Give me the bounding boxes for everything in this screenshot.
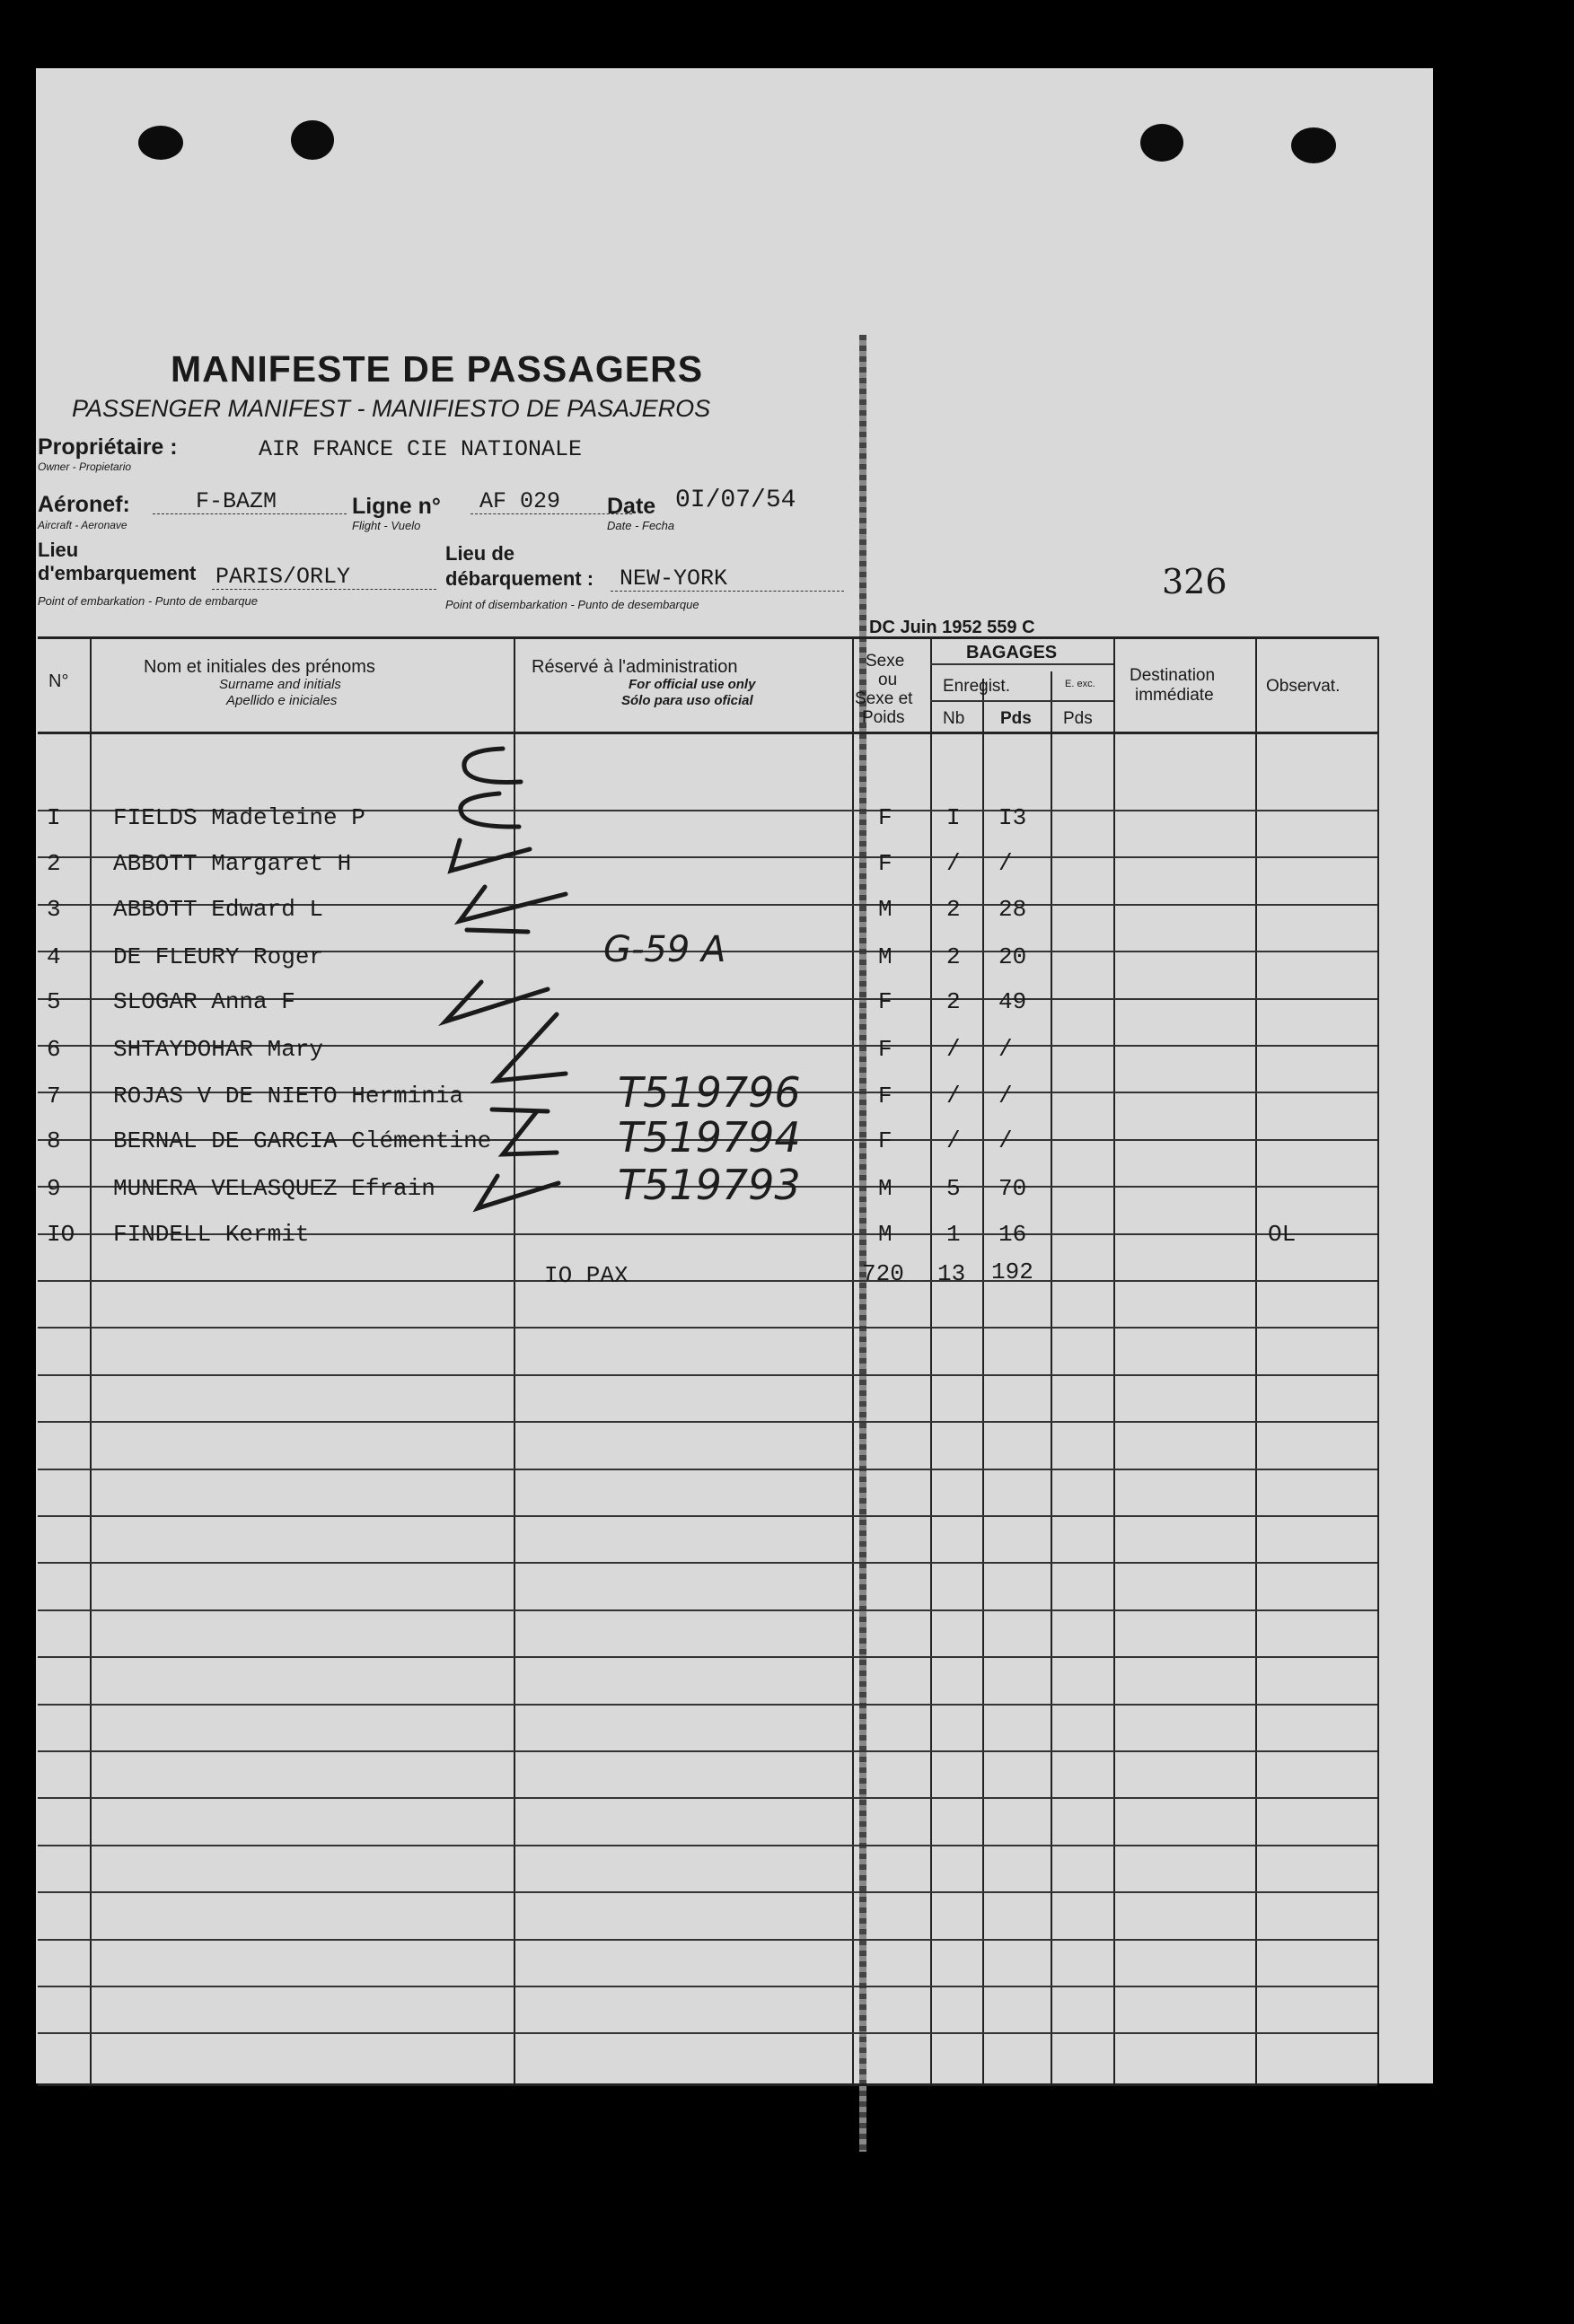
col-name-3: Apellido e iniciales bbox=[226, 693, 338, 708]
baggage-weight: 28 bbox=[998, 896, 1027, 923]
passenger-sex: F bbox=[878, 1036, 893, 1063]
check-mark-icon bbox=[445, 982, 548, 1022]
col-pds: Pds bbox=[1000, 709, 1032, 728]
baggage-count: I bbox=[946, 804, 961, 831]
col-destination-2: immédiate bbox=[1135, 686, 1214, 705]
passenger-sex: F bbox=[878, 988, 893, 1015]
aircraft-label: Aéronef: bbox=[38, 492, 130, 517]
col-name-2: Surname and initials bbox=[219, 677, 341, 692]
passenger-name: ABBOTT Margaret H bbox=[113, 850, 352, 877]
check-mark-icon bbox=[478, 1176, 558, 1208]
col-baggage: BAGAGES bbox=[966, 643, 1058, 662]
col-destination-1: Destination bbox=[1130, 666, 1216, 685]
baggage-weight: I3 bbox=[998, 804, 1027, 831]
check-mark-icon bbox=[496, 1014, 566, 1081]
col-admin-2: For official use only bbox=[629, 677, 756, 692]
baggage-weight: / bbox=[998, 1127, 1013, 1154]
col-name-1: Nom et initiales des prénoms bbox=[144, 657, 375, 677]
col-nb: Nb bbox=[943, 709, 965, 728]
col-admin-1: Réservé à l'administration bbox=[532, 657, 738, 677]
aircraft-value: F-BAZM bbox=[196, 488, 277, 514]
baggage-count: 2 bbox=[946, 943, 961, 970]
col-sex-1: Sexe bbox=[866, 652, 905, 671]
passenger-sex: M bbox=[878, 896, 893, 923]
baggage-count: / bbox=[946, 1127, 961, 1154]
total-baggage-count: 13 bbox=[937, 1260, 966, 1287]
col-admin-3: Sólo para uso oficial bbox=[621, 693, 753, 708]
check-mark-icon bbox=[467, 930, 528, 932]
passenger-sex: M bbox=[878, 1221, 893, 1248]
total-pax: IO PAX bbox=[544, 1262, 629, 1289]
baggage-weight: 49 bbox=[998, 988, 1027, 1015]
passenger-number: IO bbox=[47, 1221, 75, 1248]
passenger-name: FIELDS Madeleine P bbox=[113, 804, 365, 831]
passenger-sex: M bbox=[878, 1175, 893, 1202]
manifest-title: MANIFESTE DE PASSAGERS bbox=[171, 348, 704, 390]
baggage-weight: / bbox=[998, 850, 1013, 877]
passenger-number: I bbox=[47, 804, 61, 831]
baggage-weight: 70 bbox=[998, 1175, 1027, 1202]
check-mark-icon bbox=[460, 887, 566, 921]
passenger-name: SLOGAR Anna F bbox=[113, 988, 295, 1015]
col-sex-3: Sexe et bbox=[855, 689, 913, 708]
disembark-label-2: débarquement : bbox=[445, 567, 594, 590]
admin-code: T519794 bbox=[618, 1113, 801, 1162]
passenger-number: 9 bbox=[47, 1175, 61, 1202]
observation: OL bbox=[1268, 1221, 1297, 1248]
passenger-name: DE FLEURY Roger bbox=[113, 943, 324, 970]
passenger-sex: F bbox=[878, 1083, 893, 1109]
col-sex-4: Poids bbox=[862, 708, 905, 727]
total-baggage-weight: 192 bbox=[991, 1258, 1033, 1285]
manifest-subtitle: PASSENGER MANIFEST - MANIFIESTO DE PASAJEROS bbox=[72, 395, 711, 422]
embark-sub: Point of embarkation - Punto de embarque bbox=[38, 594, 258, 608]
col-pds-excess: Pds bbox=[1063, 709, 1093, 728]
baggage-weight: / bbox=[998, 1036, 1013, 1063]
date-value: 0I/07/54 bbox=[675, 487, 796, 514]
owner-sub: Owner - Propietario bbox=[38, 460, 132, 473]
baggage-count: 5 bbox=[946, 1175, 961, 1202]
total-weight: 720 bbox=[862, 1260, 904, 1287]
admin-code: G-59 A bbox=[603, 929, 726, 970]
check-mark-icon bbox=[451, 840, 530, 871]
baggage-count: 2 bbox=[946, 988, 961, 1015]
passenger-number: 7 bbox=[47, 1083, 61, 1109]
admin-code: T519796 bbox=[618, 1068, 801, 1117]
passenger-name: ROJAS V DE NIETO Herminia bbox=[113, 1083, 464, 1109]
form-reference: DC Juin 1952 559 C bbox=[869, 618, 1035, 637]
admin-code: T519793 bbox=[618, 1161, 801, 1209]
page-number: 326 bbox=[1162, 562, 1227, 601]
date-label: Date bbox=[607, 494, 656, 519]
passenger-name: BERNAL DE GARCIA Clémentine bbox=[113, 1127, 492, 1154]
disembark-label-1: Lieu de bbox=[445, 542, 515, 565]
owner-value: AIR FRANCE CIE NATIONALE bbox=[259, 436, 583, 462]
passenger-sex: F bbox=[878, 1127, 893, 1154]
disembark-value: NEW-YORK bbox=[620, 566, 728, 592]
col-registered: Enregist. bbox=[943, 677, 1010, 696]
embark-label-2: d'embarquement bbox=[38, 562, 197, 584]
baggage-weight: 16 bbox=[998, 1221, 1027, 1248]
passenger-name: FINDELL Kermit bbox=[113, 1221, 310, 1248]
col-excess: E. exc. bbox=[1065, 679, 1095, 689]
col-no: N° bbox=[48, 671, 69, 691]
embark-label-1: Lieu bbox=[38, 539, 79, 561]
passenger-number: 3 bbox=[47, 896, 61, 923]
check-marks bbox=[36, 68, 1433, 2083]
passenger-number: 5 bbox=[47, 988, 61, 1015]
baggage-count: / bbox=[946, 850, 961, 877]
passenger-number: 4 bbox=[47, 943, 61, 970]
passenger-number: 2 bbox=[47, 850, 61, 877]
check-mark-icon bbox=[492, 1109, 548, 1111]
owner-label: Propriétaire : bbox=[38, 434, 178, 460]
line-label: Ligne n° bbox=[352, 494, 441, 519]
passenger-name: MUNERA VELASQUEZ Efrain bbox=[113, 1175, 435, 1202]
line-value: AF 029 bbox=[479, 488, 561, 514]
check-mark-icon bbox=[464, 749, 521, 782]
baggage-count: / bbox=[946, 1036, 961, 1063]
passenger-name: SHTAYDOHAR Mary bbox=[113, 1036, 324, 1063]
date-sub: Date - Fecha bbox=[607, 519, 675, 532]
passenger-number: 6 bbox=[47, 1036, 61, 1063]
baggage-count: 2 bbox=[946, 896, 961, 923]
col-sex-2: ou bbox=[878, 671, 898, 689]
embark-value: PARIS/ORLY bbox=[215, 564, 351, 590]
passenger-sex: F bbox=[878, 804, 893, 831]
aircraft-sub: Aircraft - Aeronave bbox=[38, 519, 128, 531]
baggage-count: 1 bbox=[946, 1221, 961, 1248]
disembark-sub: Point of disembarkation - Punto de desembarque bbox=[445, 598, 699, 611]
col-observations: Observat. bbox=[1266, 677, 1341, 696]
baggage-weight: / bbox=[998, 1083, 1013, 1109]
check-mark-icon bbox=[503, 1111, 557, 1154]
table-bottom-rule bbox=[38, 2083, 1377, 2086]
line-sub: Flight - Vuelo bbox=[352, 519, 421, 532]
passenger-number: 8 bbox=[47, 1127, 61, 1154]
baggage-weight: 20 bbox=[998, 943, 1027, 970]
passenger-name: ABBOTT Edward L bbox=[113, 896, 324, 923]
manifest-sheet bbox=[36, 68, 1433, 2083]
check-mark-icon bbox=[461, 794, 519, 827]
passenger-sex: F bbox=[878, 850, 893, 877]
passenger-sex: M bbox=[878, 943, 893, 970]
baggage-count: / bbox=[946, 1083, 961, 1109]
